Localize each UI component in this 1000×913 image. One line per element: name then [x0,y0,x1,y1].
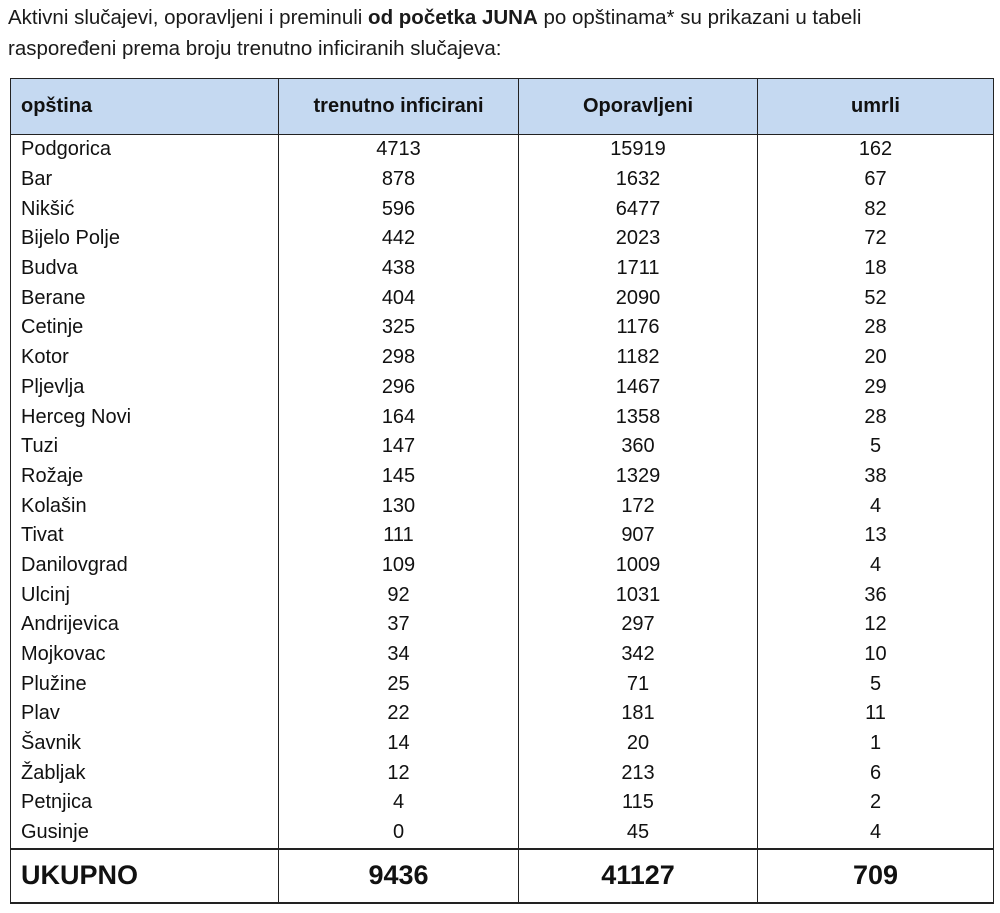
deaths-cell: 28 [758,313,994,343]
municipality-cell: Kotor [11,343,279,373]
header-deaths: umrli [758,79,994,135]
infected-cell: 325 [279,313,519,343]
municipality-cell: Šavnik [11,729,279,759]
intro-line2: raspoređeni prema broju trenutno inficiranih slučajeva: [8,37,502,60]
infected-cell: 164 [279,402,519,432]
recovered-cell: 172 [519,491,758,521]
table-row [11,610,994,640]
table-header-row [11,79,994,135]
table-row [11,373,994,403]
recovered-cell: 115 [519,788,758,818]
infected-cell: 4 [279,788,519,818]
intro-text [8,2,988,64]
infected-cell: 4713 [279,135,519,165]
recovered-cell: 181 [519,699,758,729]
header-infected: trenutno inficirani [279,79,519,135]
intro-part1: Aktivni slučajevi, oporavljeni i preminuli [8,6,369,29]
deaths-cell: 10 [758,640,994,670]
deaths-cell: 162 [758,135,994,165]
municipality-cell: Herceg Novi [11,402,279,432]
total-row [11,849,994,903]
recovered-cell: 342 [519,640,758,670]
table-row [11,788,994,818]
municipality-cell: Budva [11,254,279,284]
municipality-cell: Berane [11,283,279,313]
municipality-cell: Mojkovac [11,640,279,670]
table-row [11,580,994,610]
intro-bold: od početka JUNA [368,6,538,29]
deaths-cell: 1 [758,729,994,759]
table-row [11,462,994,492]
deaths-cell: 12 [758,610,994,640]
infected-cell: 130 [279,491,519,521]
table-row [11,432,994,462]
deaths-cell: 72 [758,224,994,254]
recovered-cell: 1711 [519,254,758,284]
recovered-cell: 1358 [519,402,758,432]
table-row [11,818,994,849]
recovered-cell: 907 [519,521,758,551]
recovered-cell: 1467 [519,373,758,403]
recovered-cell: 297 [519,610,758,640]
deaths-cell: 5 [758,432,994,462]
deaths-cell: 52 [758,283,994,313]
infected-cell: 37 [279,610,519,640]
recovered-cell: 15919 [519,135,758,165]
header-recovered: Oporavljeni [519,79,758,135]
infected-cell: 109 [279,551,519,581]
table-row [11,669,994,699]
header-municipality: opština [11,79,279,135]
infected-cell: 438 [279,254,519,284]
table-row [11,283,994,313]
deaths-cell: 6 [758,758,994,788]
table-row [11,165,994,195]
table-row [11,194,994,224]
table-row [11,224,994,254]
infected-cell: 296 [279,373,519,403]
municipality-cell: Kolašin [11,491,279,521]
municipality-cell: Andrijevica [11,610,279,640]
infected-cell: 0 [279,818,519,849]
municipality-cell: Bar [11,165,279,195]
total-deaths: 709 [758,849,994,903]
infected-cell: 111 [279,521,519,551]
total-infected: 9436 [279,849,519,903]
deaths-cell: 4 [758,551,994,581]
infected-cell: 92 [279,580,519,610]
deaths-cell: 2 [758,788,994,818]
total-recovered: 41127 [519,849,758,903]
infected-cell: 145 [279,462,519,492]
infected-cell: 22 [279,699,519,729]
municipality-cell: Danilovgrad [11,551,279,581]
table-row [11,640,994,670]
deaths-cell: 28 [758,402,994,432]
recovered-cell: 1182 [519,343,758,373]
municipality-cell: Rožaje [11,462,279,492]
recovered-cell: 20 [519,729,758,759]
deaths-cell: 11 [758,699,994,729]
deaths-cell: 4 [758,818,994,849]
total-label: UKUPNO [11,849,279,903]
municipality-cell: Tivat [11,521,279,551]
recovered-cell: 2023 [519,224,758,254]
infected-cell: 442 [279,224,519,254]
municipality-cell: Plužine [11,669,279,699]
municipality-cell: Bijelo Polje [11,224,279,254]
recovered-cell: 1176 [519,313,758,343]
municipality-cell: Podgorica [11,135,279,165]
table-row [11,343,994,373]
recovered-cell: 1031 [519,580,758,610]
deaths-cell: 38 [758,462,994,492]
table-row [11,699,994,729]
table-row [11,758,994,788]
recovered-cell: 45 [519,818,758,849]
deaths-cell: 18 [758,254,994,284]
table-row [11,491,994,521]
infected-cell: 25 [279,669,519,699]
municipality-cell: Žabljak [11,758,279,788]
deaths-cell: 4 [758,491,994,521]
table-row [11,402,994,432]
municipality-cell: Cetinje [11,313,279,343]
municipality-cell: Petnjica [11,788,279,818]
recovered-cell: 213 [519,758,758,788]
table-row [11,729,994,759]
infected-cell: 298 [279,343,519,373]
recovered-cell: 6477 [519,194,758,224]
recovered-cell: 1009 [519,551,758,581]
municipality-cell: Plav [11,699,279,729]
infected-cell: 404 [279,283,519,313]
infected-cell: 147 [279,432,519,462]
recovered-cell: 2090 [519,283,758,313]
intro-part2: po opštinama* su prikazani u tabeli [537,6,862,29]
deaths-cell: 67 [758,165,994,195]
infected-cell: 34 [279,640,519,670]
table-row [11,521,994,551]
deaths-cell: 13 [758,521,994,551]
deaths-cell: 5 [758,669,994,699]
recovered-cell: 71 [519,669,758,699]
municipality-cell: Pljevlja [11,373,279,403]
municipality-cell: Ulcinj [11,580,279,610]
table-row [11,135,994,165]
deaths-cell: 20 [758,343,994,373]
municipality-table [10,78,994,904]
infected-cell: 878 [279,165,519,195]
infected-cell: 12 [279,758,519,788]
table-row [11,313,994,343]
deaths-cell: 82 [758,194,994,224]
municipality-cell: Tuzi [11,432,279,462]
table-row [11,254,994,284]
recovered-cell: 1329 [519,462,758,492]
municipality-cell: Nikšić [11,194,279,224]
deaths-cell: 29 [758,373,994,403]
deaths-cell: 36 [758,580,994,610]
recovered-cell: 1632 [519,165,758,195]
municipality-cell: Gusinje [11,818,279,849]
infected-cell: 14 [279,729,519,759]
table-row [11,551,994,581]
recovered-cell: 360 [519,432,758,462]
infected-cell: 596 [279,194,519,224]
